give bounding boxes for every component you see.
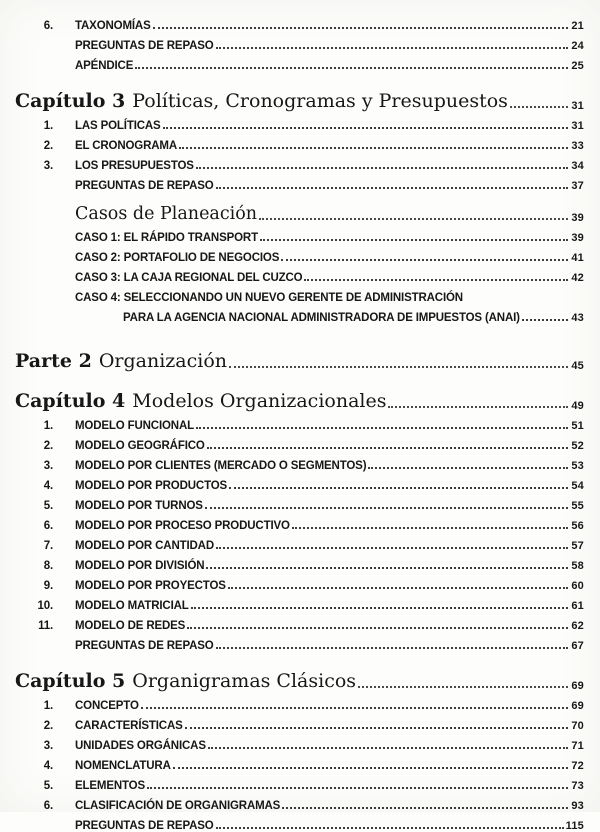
subheading-page-number: 39 (571, 212, 584, 224)
dot-leader (281, 259, 568, 261)
dot-leader (187, 627, 568, 629)
toc-entry-line-1 (0, 284, 584, 304)
entry-number: 4. (43, 480, 53, 492)
toc-entry (0, 112, 584, 132)
toc-entry (0, 152, 584, 172)
entry-page-number: 54 (571, 480, 584, 492)
entry-page-number: 21 (571, 20, 584, 32)
entry-page-number: 52 (571, 440, 584, 452)
dot-leader (229, 487, 568, 489)
toc-entry (0, 612, 584, 632)
toc-entry (0, 812, 584, 832)
dot-leader (510, 106, 568, 108)
toc-entry (0, 52, 584, 72)
part-page-number: 45 (571, 360, 584, 372)
dot-leader (173, 767, 568, 769)
toc-entry (0, 752, 584, 772)
dot-leader (191, 607, 568, 609)
entry-number: 1. (43, 700, 53, 712)
toc-entry (0, 552, 584, 572)
dot-leader (522, 319, 568, 321)
toc-entry (0, 412, 584, 432)
entry-page-number: 41 (571, 252, 584, 264)
dot-leader (153, 27, 568, 29)
toc-entry (0, 712, 584, 732)
entry-page-number: 39 (571, 232, 584, 244)
entry-label: CASO 2: PORTAFOLIO DE NEGOCIOS (75, 252, 280, 264)
dot-leader (185, 727, 568, 729)
dot-leader (206, 567, 568, 569)
entry-label: CONCEPTO (75, 700, 139, 712)
toc-entry (0, 772, 584, 792)
entry-number: 2. (43, 720, 53, 732)
entry-label: MODELO POR PRODUCTOS (75, 480, 228, 492)
toc-entry-line-2 (0, 304, 584, 324)
toc-entry-multiline (0, 284, 584, 324)
entry-number: 4. (43, 760, 53, 772)
entry-page-number: 37 (571, 180, 584, 192)
entry-number: 8. (43, 560, 53, 572)
toc-entry (0, 732, 584, 752)
entry-page-number: 67 (571, 640, 584, 652)
dot-leader (216, 827, 564, 829)
entry-label: LOS PRESUPUESTOS (75, 160, 194, 172)
dot-leader (304, 279, 568, 281)
entry-label: CASO 1: EL RÁPIDO TRANSPORT (75, 232, 258, 244)
entry-number: 6. (43, 520, 53, 532)
dot-leader (208, 747, 568, 749)
dot-leader (216, 187, 568, 189)
entry-number: 3. (43, 740, 53, 752)
chapter-title: Modelos Organizacionales (132, 390, 387, 412)
toc-entry (0, 32, 584, 52)
entry-page-number: 43 (571, 312, 584, 324)
entry-number: 10. (37, 600, 53, 612)
chapter-page-number: 31 (571, 100, 584, 112)
toc-entry (0, 572, 584, 592)
toc-entry (0, 472, 584, 492)
entry-label: CASO 3: LA CAJA REGIONAL DEL CUZCO (75, 272, 303, 284)
toc-entry (0, 532, 584, 552)
entry-page-number: 71 (571, 740, 584, 752)
chapter-title: Organigramas Clásicos (132, 670, 357, 692)
dot-leader (141, 707, 568, 709)
toc-chapter-heading (0, 662, 584, 692)
entry-label-continued: PARA LA AGENCIA NACIONAL ADMINISTRADORA DE IMPUESTOS (ANAI) (123, 312, 520, 324)
entry-number: 3. (43, 160, 53, 172)
entry-label: MODELO DE REDES (75, 620, 186, 632)
entry-page-number: 62 (571, 620, 584, 632)
entry-page-number: 24 (571, 40, 584, 52)
dot-leader (260, 239, 568, 241)
toc-entry (0, 12, 584, 32)
toc-entry (0, 224, 584, 244)
entry-label: MODELO POR CANTIDAD (75, 540, 214, 552)
entry-label: ELEMENTOS (75, 780, 146, 792)
entry-label: CLASIFICACIÓN DE ORGANIGRAMAS (75, 800, 281, 812)
entry-page-number: 57 (571, 540, 584, 552)
entry-page-number: 55 (571, 500, 584, 512)
entry-number: 9. (43, 580, 53, 592)
entry-number: 6. (43, 20, 53, 32)
dot-leader (207, 447, 568, 449)
chapter-prefix: Capítulo 3 (15, 90, 126, 112)
toc-chapter-heading (0, 382, 584, 412)
dot-leader (229, 366, 568, 368)
entry-label: MODELO POR DIVISIÓN (75, 560, 205, 572)
entry-label: CASO 4: SELECCIONANDO UN NUEVO GERENTE DE ADMINISTRACIÓN (75, 292, 463, 304)
entry-page-number: 70 (571, 720, 584, 732)
entry-page-number: 60 (571, 580, 584, 592)
entry-label: PREGUNTAS DE REPASO (75, 40, 214, 52)
dot-leader (368, 467, 568, 469)
entry-number: 5. (43, 780, 53, 792)
toc-subheading (0, 197, 584, 224)
entry-page-number: 42 (571, 272, 584, 284)
entry-label: MODELO GEOGRÁFICO (75, 440, 205, 452)
entry-label: MODELO MATRICIAL (75, 600, 189, 612)
entry-label: PREGUNTAS DE REPASO (75, 640, 214, 652)
entry-page-number: 73 (571, 780, 584, 792)
dot-leader (196, 167, 568, 169)
chapter-title: Políticas, Cronogramas y Presupuestos (132, 90, 508, 112)
toc-entry (0, 244, 584, 264)
toc-entry (0, 632, 584, 652)
dot-leader (259, 218, 568, 220)
entry-number: 5. (43, 500, 53, 512)
entry-number: 3. (43, 460, 53, 472)
toc-entry (0, 592, 584, 612)
dot-leader (163, 127, 568, 129)
entry-number: 1. (43, 420, 53, 432)
toc-entry (0, 264, 584, 284)
entry-page-number: 56 (571, 520, 584, 532)
entry-label: MODELO POR PROCESO PRODUCTIVO (75, 520, 290, 532)
entry-label: MODELO POR PROYECTOS (75, 580, 226, 592)
entry-page-number: 58 (571, 560, 584, 572)
entry-label: NOMENCLATURA (75, 760, 171, 772)
entry-label: MODELO POR TURNOS (75, 500, 203, 512)
entry-number: 7. (43, 540, 53, 552)
entry-label: EL CRONOGRAMA (75, 140, 177, 152)
entry-label: MODELO POR CLIENTES (MERCADO O SEGMENTOS) (75, 460, 367, 472)
entry-page-number: 34 (571, 160, 584, 172)
dot-leader (179, 147, 568, 149)
entry-label: PREGUNTAS DE REPASO (75, 180, 214, 192)
toc-part-heading (0, 342, 584, 372)
dot-leader (147, 787, 568, 789)
entry-page-number: 51 (571, 420, 584, 432)
subheading-title: Casos de Planeación (75, 204, 258, 224)
entry-label: UNIDADES ORGÁNICAS (75, 740, 206, 752)
dot-leader (228, 587, 568, 589)
entry-number: 1. (43, 120, 53, 132)
toc-entry (0, 452, 584, 472)
entry-page-number: 33 (571, 140, 584, 152)
entry-page-number: 25 (571, 60, 584, 72)
toc-entry (0, 432, 584, 452)
entry-page-number: 72 (571, 760, 584, 772)
entry-label: LAS POLÍTICAS (75, 120, 161, 132)
chapter-prefix: Capítulo 5 (15, 670, 126, 692)
entry-number: 2. (43, 140, 53, 152)
toc-entry (0, 792, 584, 812)
entry-page-number: 93 (571, 800, 584, 812)
entry-page-number: 53 (571, 460, 584, 472)
dot-leader (196, 427, 568, 429)
chapter-prefix: Capítulo 4 (15, 390, 126, 412)
entry-number: 6. (43, 800, 53, 812)
dot-leader (282, 807, 568, 809)
toc-list (0, 12, 584, 832)
part-prefix: Parte 2 (15, 350, 92, 372)
toc-entry (0, 132, 584, 152)
entry-label: APÉNDICE (75, 60, 134, 72)
toc-entry (0, 692, 584, 712)
chapter-page-number: 49 (571, 400, 584, 412)
dot-leader (216, 647, 568, 649)
dot-leader (292, 527, 568, 529)
chapter-page-number: 69 (571, 680, 584, 692)
dot-leader (135, 67, 568, 69)
toc-chapter-heading (0, 82, 584, 112)
dot-leader (358, 686, 568, 688)
entry-page-number: 31 (571, 120, 584, 132)
entry-page-number: 115 (565, 820, 584, 832)
dot-leader (205, 507, 568, 509)
entry-label: TAXONOMÍAS (75, 20, 151, 32)
dot-leader (388, 406, 568, 408)
entry-page-number: 61 (571, 600, 584, 612)
part-title: Organización (98, 350, 228, 372)
dot-leader (216, 547, 568, 549)
entry-page-number: 69 (571, 700, 584, 712)
entry-label: CARACTERÍSTICAS (75, 720, 183, 732)
toc-entry (0, 492, 584, 512)
entry-number: 2. (43, 440, 53, 452)
entry-label: PREGUNTAS DE REPASO (75, 820, 214, 832)
toc-entry (0, 172, 584, 192)
entry-number: 11. (38, 620, 53, 632)
toc-entry (0, 512, 584, 532)
dot-leader (216, 47, 568, 49)
entry-label: MODELO FUNCIONAL (75, 420, 194, 432)
